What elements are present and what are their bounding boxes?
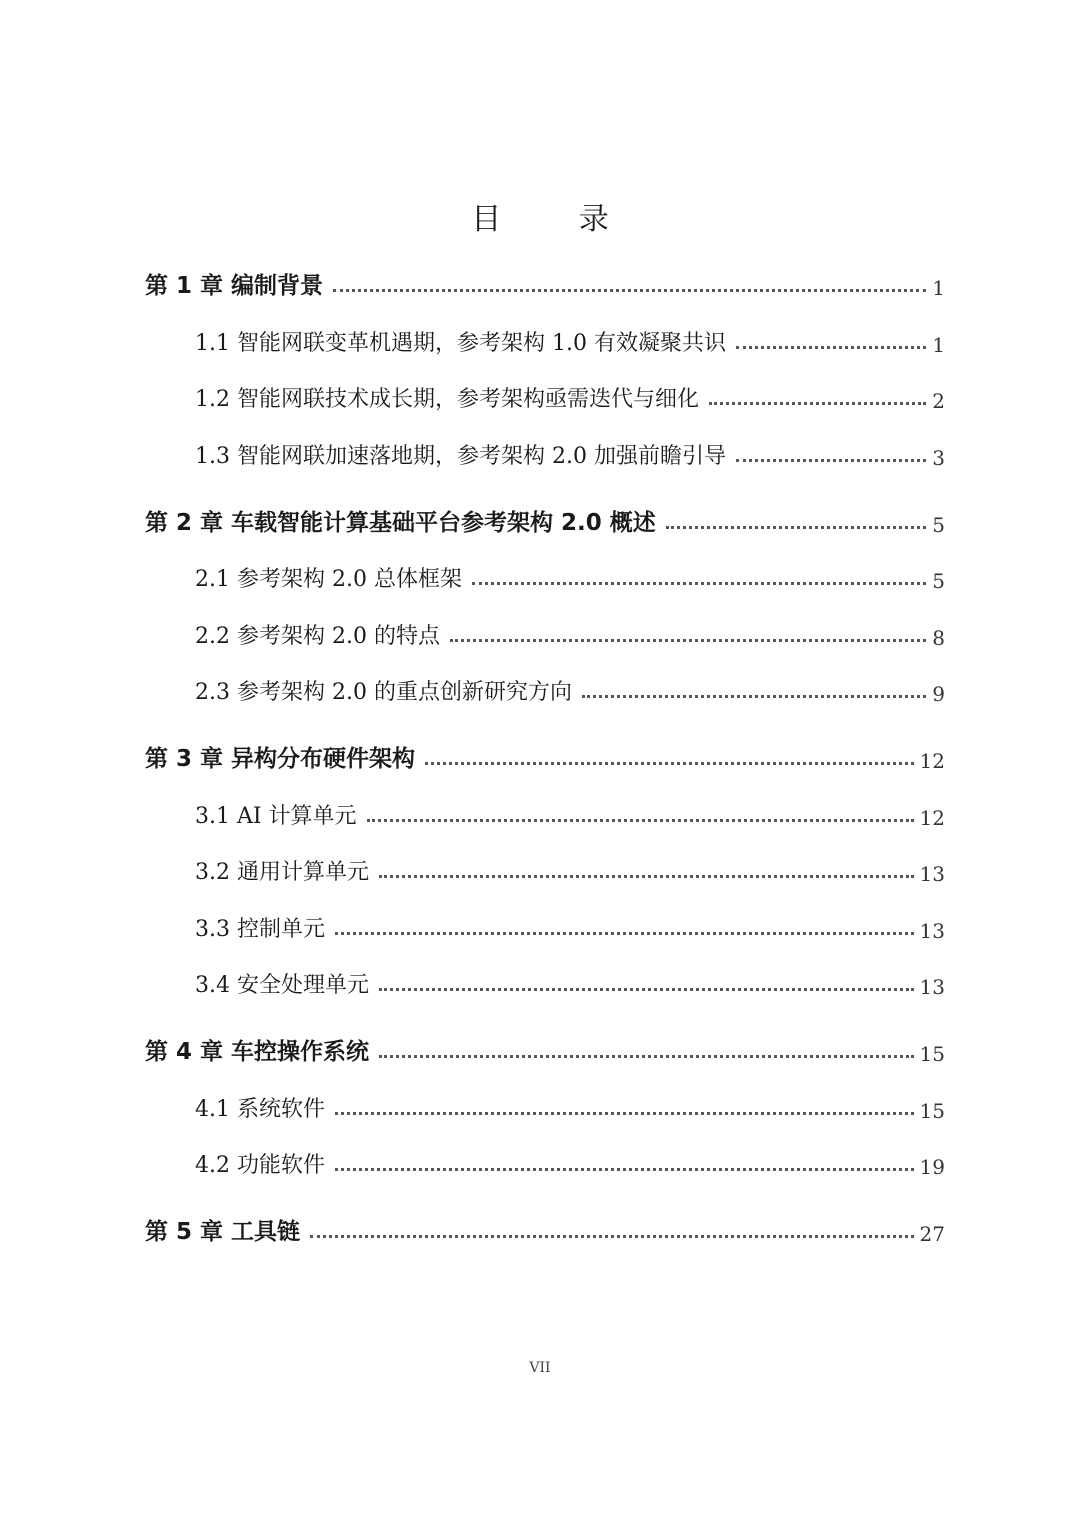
dot-leader	[335, 1168, 914, 1171]
toc-section-entry[interactable]	[145, 555, 945, 593]
dot-leader	[335, 1112, 914, 1115]
toc-entry-text: 1.3 智能网联加速落地期，参考架构 2.0 加强前瞻引导	[195, 443, 726, 469]
toc-entry-text: 2.2 参考架构 2.0 的特点	[195, 623, 440, 649]
toc-entry-page: 13	[919, 918, 945, 943]
dot-leader	[367, 819, 914, 822]
toc-chapter-entry[interactable]	[145, 1028, 945, 1066]
dot-leader	[472, 582, 926, 585]
toc-entry-page: 13	[919, 862, 945, 886]
toc-entry-page: 15	[919, 1098, 945, 1123]
toc-entry-text: 4.2 功能软件	[195, 1153, 325, 1178]
dot-leader	[379, 1055, 914, 1058]
toc-entry-text: 3.1 AI 计算单元	[195, 803, 357, 829]
toc-section-entry[interactable]	[145, 668, 945, 706]
dot-leader	[666, 526, 926, 529]
toc-entry-page: 3	[932, 445, 945, 470]
dot-leader	[736, 346, 926, 349]
toc-list	[145, 262, 945, 1246]
toc-entry-page: 1	[932, 332, 945, 357]
toc-entry-page: 9	[932, 682, 945, 706]
page-number: VII	[529, 1360, 551, 1376]
dot-leader	[582, 695, 926, 698]
dot-leader	[379, 875, 914, 878]
dot-leader	[379, 988, 914, 991]
toc-entry-text: 第 5 章 工具链	[145, 1219, 301, 1245]
toc-entry-text: 第 3 章 异构分布硬件架构	[145, 746, 416, 772]
toc-chapter-entry[interactable]	[145, 1208, 945, 1246]
toc-chapter-entry[interactable]	[145, 262, 945, 300]
toc-section-entry[interactable]	[145, 432, 945, 470]
toc-entry-page: 1	[932, 276, 945, 300]
dot-leader	[333, 289, 926, 292]
dot-leader	[425, 762, 914, 765]
toc-section-entry[interactable]	[145, 848, 945, 886]
toc-entry-text: 2.1 参考架构 2.0 总体框架	[195, 567, 462, 592]
toc-entry-text: 4.1 系统软件	[195, 1096, 325, 1122]
toc-entry-text: 3.4 安全处理单元	[195, 973, 369, 998]
toc-entry-text: 3.3 控制单元	[195, 916, 325, 942]
toc-section-entry[interactable]	[145, 612, 945, 650]
toc-section-entry[interactable]	[145, 1085, 945, 1123]
toc-chapter-entry[interactable]	[145, 735, 945, 773]
toc-section-entry[interactable]	[145, 961, 945, 999]
dot-leader	[450, 639, 926, 642]
toc-section-entry[interactable]	[145, 1141, 945, 1179]
toc-entry-page: 2	[932, 389, 945, 413]
toc-section-entry[interactable]	[145, 375, 945, 413]
toc-section-entry[interactable]	[145, 319, 945, 357]
toc-title: 目 录	[471, 202, 643, 237]
toc-entry-page: 27	[919, 1222, 945, 1246]
toc-entry-text: 3.2 通用计算单元	[195, 860, 369, 885]
toc-entry-page: 12	[919, 749, 945, 773]
dot-leader	[335, 932, 914, 935]
dot-leader	[709, 402, 926, 405]
toc-entry-text: 1.2 智能网联技术成长期，参考架构亟需迭代与细化	[195, 387, 699, 412]
dot-leader	[736, 459, 926, 462]
toc-entry-page: 19	[919, 1155, 945, 1179]
toc-entry-text: 1.1 智能网联变革机遇期，参考架构 1.0 有效凝聚共识	[195, 330, 726, 356]
dot-leader	[310, 1235, 914, 1238]
toc-entry-text: 第 1 章 编制背景	[145, 273, 324, 299]
toc-entry-text: 第 4 章 车控操作系统	[145, 1039, 370, 1065]
toc-section-entry[interactable]	[145, 905, 945, 943]
toc-entry-page: 15	[919, 1042, 945, 1066]
toc-section-entry[interactable]	[145, 792, 945, 830]
toc-entry-text: 2.3 参考架构 2.0 的重点创新研究方向	[195, 680, 572, 705]
toc-entry-page: 8	[932, 625, 945, 650]
toc-entry-page: 13	[919, 975, 945, 999]
toc-entry-page: 12	[919, 805, 945, 830]
toc-chapter-entry[interactable]	[145, 499, 945, 537]
toc-entry-text: 第 2 章 车载智能计算基础平台参考架构 2.0 概述	[145, 509, 656, 536]
toc-entry-page: 5	[932, 569, 945, 593]
toc-entry-page: 5	[932, 512, 945, 537]
